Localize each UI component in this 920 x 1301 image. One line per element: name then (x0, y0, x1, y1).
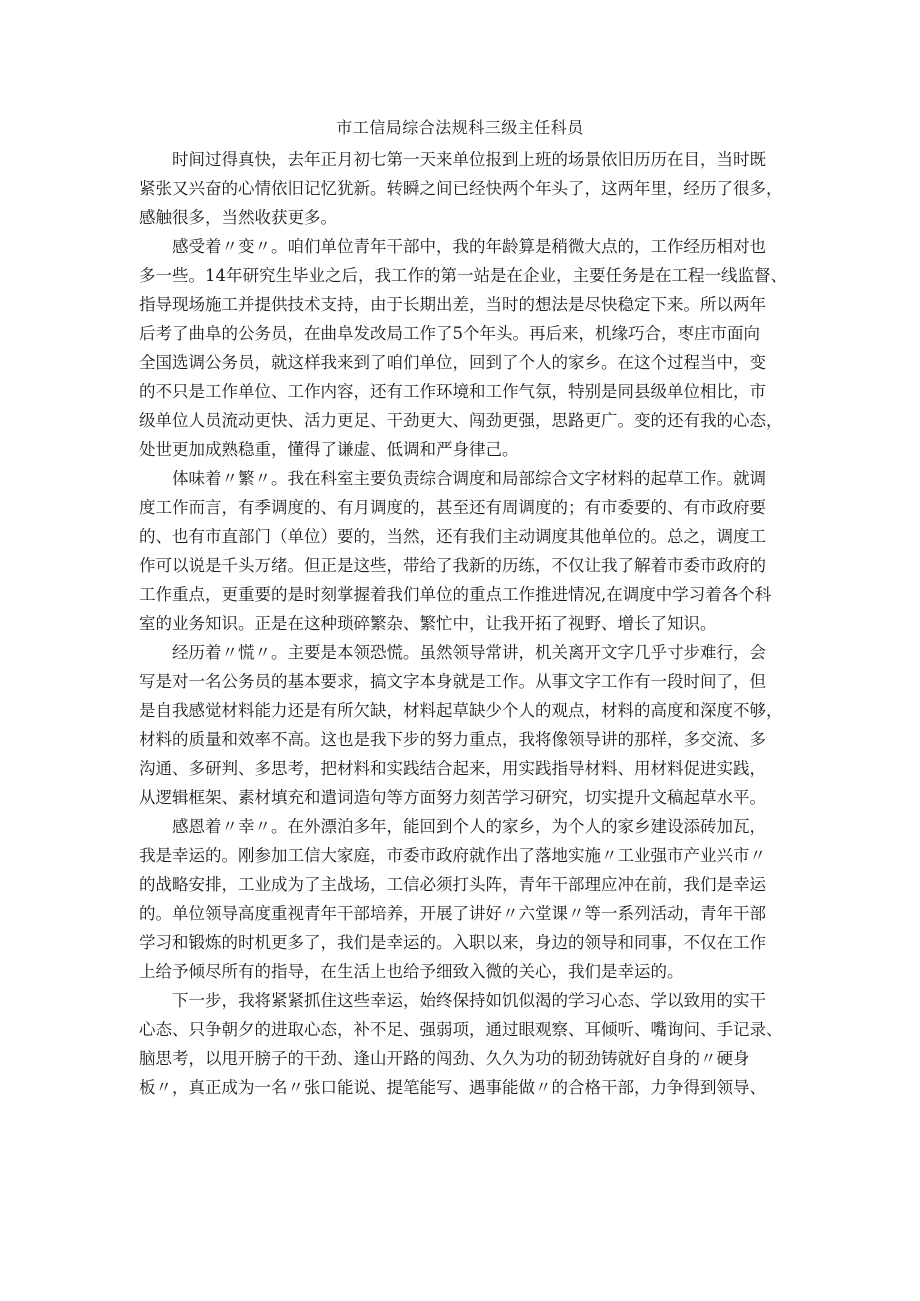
paragraph-line: 度工作而言，有季调度的、有月调度的，甚至还有周调度的；有市委要的、有市政府要 (139, 498, 766, 517)
paragraph-line: 板〃，真正成为一名〃张口能说、提笔能写、遇事能做〃的合格干部，力争得到领导、 (139, 1078, 766, 1097)
paragraph-line: 感触很多，当然收获更多。 (139, 208, 337, 227)
paragraph-line: 多一些。14年研究生毕业之后，我工作的第一站是在企业，主要任务是在工程一线监督、 (139, 266, 787, 285)
paragraph-line: 从逻辑框架、素材填充和遣词造句等方面努力刻苦学习研究，切实提升文稿起草水平。 (139, 788, 766, 807)
paragraph-line: 时间过得真快，去年正月初七第一天来单位报到上班的场景依旧历历在目，当时既 (172, 150, 766, 169)
paragraph-line: 材料的质量和效率不高。这也是我下步的努力重点，我将像领导讲的那样，多交流、多 (139, 730, 766, 749)
paragraph-line: 全国选调公务员，就这样我来到了咱们单位，回到了个人的家乡。在这个过程当中，变 (139, 353, 766, 372)
paragraph-line: 室的业务知识。正是在这种琐碎繁杂、繁忙中，让我开拓了视野、增长了知识。 (139, 614, 717, 633)
paragraph-line: 感恩着〃幸〃。在外漂泊多年，能回到个人的家乡，为个人的家乡建设添砖加瓦， (172, 817, 766, 836)
paragraph-line: 的战略安排，工业成为了主战场，工信必须打头阵，青年干部理应冲在前，我们是幸运 (139, 875, 766, 894)
paragraph-line: 的不只是工作单位、工作内容，还有工作环境和工作气氛，特别是同县级单位相比，市 (139, 382, 766, 401)
paragraph-line: 脑思考，以甩开膀子的干劲、逢山开路的闯劲、久久为功的韧劲铸就好自身的〃硬身 (139, 1049, 750, 1068)
paragraph-line: 沟通、多研判、多思考，把材料和实践结合起来，用实践指导材料、用材料促进实践， (139, 759, 766, 778)
paragraph (139, 145, 799, 232)
document-body (139, 145, 799, 1102)
paragraph-line: 级单位人员流动更快、活力更足、干劲更大、闯劲更强，思路更广。变的还有我的心态， (139, 411, 783, 430)
paragraph-line: 的、也有市直部门（单位）要的，当然，还有我们主动调度其他单位的。总之，调度工 (139, 527, 766, 546)
paragraph-line: 工作重点，更重要的是时刻掌握着我们单位的重点工作推进情况,在调度中学习着各个科 (139, 585, 772, 604)
paragraph-line: 是自我感觉材料能力还是有所欠缺，材料起草缺少个人的观点，材料的高度和深度不够， (139, 701, 783, 720)
paragraph-line: 经历着〃慌〃。主要是本领恐慌。虽然领导常讲，机关离开文字几乎寸步难行，会 (172, 643, 766, 662)
paragraph (139, 986, 799, 1102)
paragraph-line: 下一步，我将紧紧抓住这些幸运，始终保持如饥似渴的学习心态、学以致用的实干 (172, 991, 766, 1010)
paragraph-line: 写是对一名公务员的基本要求，搞文字本身就是工作。从事文字工作有一段时间了，但 (139, 672, 766, 691)
paragraph (139, 638, 799, 812)
paragraph-line: 学习和锻炼的时机更多了，我们是幸运的。入职以来，身边的领导和同事，不仅在工作 (139, 933, 766, 952)
paragraph-line: 体味着〃繁〃。我在科室主要负责综合调度和局部综合文字材料的起草工作。就调 (172, 469, 766, 488)
paragraph-line: 心态、只争朝夕的进取心态，补不足、强弱项，通过眼观察、耳倾听、嘴询问、手记录、 (139, 1020, 783, 1039)
paragraph-line: 感受着〃变〃。咱们单位青年干部中，我的年龄算是稍微大点的，工作经历相对也 (172, 237, 766, 256)
paragraph (139, 812, 799, 986)
paragraph-line: 指导现场施工并提供技术支持，由于长期出差，当时的想法是尽快稳定下来。所以两年 (139, 295, 766, 314)
paragraph (139, 464, 799, 638)
paragraph-line: 紧张又兴奋的心情依旧记忆犹新。转瞬之间已经快两个年头了，这两年里，经历了很多， (139, 179, 783, 198)
paragraph-line: 后考了曲阜的公务员，在曲阜发改局工作了5个年头。再后来，机缘巧合，枣庄市面向 (139, 324, 760, 343)
document-title: 市工信局综合法规科三级主任科员 (336, 118, 584, 137)
paragraph-line: 作可以说是千头万绪。但正是这些，带给了我新的历练，不仅让我了解着市委市政府的 (139, 556, 766, 575)
paragraph-line: 的。单位领导高度重视青年干部培养，开展了讲好〃六堂课〃等一系列活动，青年干部 (139, 904, 766, 923)
paragraph-line: 上给予倾尽所有的指导，在生活上也给予细致入微的关心，我们是幸运的。 (139, 962, 684, 981)
paragraph-line: 我是幸运的。刚参加工信大家庭，市委市政府就作出了落地实施〃工业强市产业兴市〃 (139, 846, 766, 865)
paragraph-line: 处世更加成熟稳重，懂得了谦虚、低调和严身律己。 (139, 440, 519, 459)
paragraph (139, 232, 799, 464)
